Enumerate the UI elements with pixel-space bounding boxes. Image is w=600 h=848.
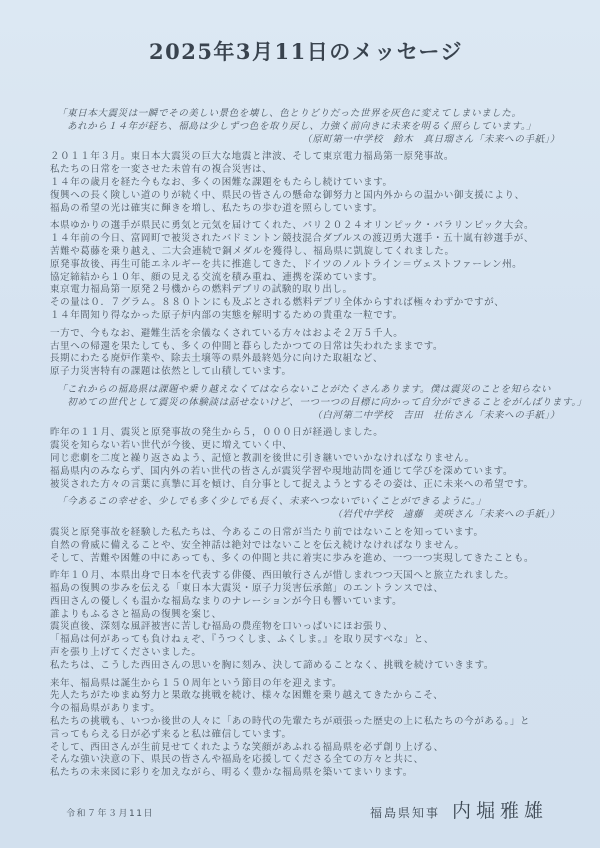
text-line: １４年間知り得なかった原子炉内部の実態を解明するための貴重な一粒です。 [50, 309, 403, 321]
text-line: 初めての世代として震災の体験談は話せないけど、一つ一つの目標に向かって自分ができることをがんばります。」 [57, 396, 587, 408]
quote-attribution: （白河第二中学校 吉田 壮佑さん「未来への手紙」） [312, 409, 560, 421]
text-line: 同じ悲劇を二度と繰り返さぬよう、記憶と教訓を後世に引き継いでいかなければなりません。 [50, 452, 475, 464]
text-line: 私たちの挑戦も、いつか後世の人々に「あの時代の先輩たちが頑張った歴史の上に私たちの今がある。」と [50, 716, 531, 728]
text-line: その量は０．７グラム。８８０トンにも及ぶとされる燃料デブリ全体からすれば極々わずかですが、 [50, 297, 505, 309]
paragraph [50, 328, 562, 379]
text-line: 西田さんの優しくも温かな福島なまりのナレーションが今日も響いています。 [50, 595, 403, 607]
text-line: 私たちの日常を一変させた未曽有の複合災害は、 [50, 164, 273, 176]
text-line: 原子力災害特有の課題は依然として山積しています。 [50, 366, 292, 378]
paragraph [50, 527, 562, 565]
text-line: 一方で、今もなお、避難生活を余儀なくされている方々はおよそ２万５千人。 [50, 327, 404, 339]
text-line: 声を張り上げてくださいました。 [50, 647, 202, 659]
paragraph [50, 151, 562, 215]
text-line: 誰よりもふるさと福島の復興を案じ、 [50, 608, 222, 620]
text-line: そして、西田さんが生前見せてくれたような笑顔があふれる福島県を必ず創り上げる、 [50, 741, 444, 753]
text-line: 古里への帰還を果たしても、多くの仲間と暮らしたかつての日常は失われたままです。 [50, 340, 444, 352]
quote-attribution: （原町第一中学校 鈴木 真日瑠さん「未来への手紙」） [302, 133, 560, 145]
text-line: そんな強い決意の下、県民の皆さんや福島を応援してくださる全ての方々と共に、 [50, 754, 424, 766]
text-line: １４年前の今日、富岡町で被災されたバドミントン競技混合ダブルスの渡辺勇大選手・五十嵐有紗選手が、 [50, 233, 534, 245]
signature [370, 796, 548, 823]
text-line: そして、苦難や困難の中にあっても、多くの仲間と共に着実に歩みを進め、一つ一つ実現してきたことも。 [50, 552, 535, 564]
text-line: 長期にわたる廃炉作業や、除去土壌等の県外最終処分に向けた取組など、 [50, 353, 384, 365]
text-line: 先人たちがたゆまぬ努力と果敢な挑戦を続け、様々な困難を乗り越えてきたからこそ、 [50, 690, 444, 702]
quote-attribution: （岩代中学校 遠藤 美咲さん「未来への手紙」） [332, 509, 560, 521]
text-line: 福島の復興の歩みを伝える「東日本大震災・原子力災害伝承館」のエントランスでは、 [50, 583, 444, 595]
text-line: 福島の希望の光は確実に輝きを増し、私たちの歩む道を照らしています。 [50, 202, 383, 214]
page-title: 2025年3月11日のメッセージ [148, 39, 464, 64]
text-line: 震災と原発事故を経験した私たちは、今あるこの日常が当たり前ではないことを知っています。 [50, 526, 484, 538]
signer-name: 内堀雅雄 [451, 800, 548, 823]
text-line: １４年の歳月を経た今もなお、多くの困難な課題をもたらし続けています。 [50, 176, 393, 188]
text-line: 協定締結から１０年、顔の見える交流を積み重ね、連携を深めています。 [50, 271, 383, 283]
paragraph [50, 570, 562, 672]
text-line: 「これからの福島県は課題や乗り越えなくてはならないことがたくさんあります。僕は震災のことを知らない [57, 383, 552, 395]
paragraph [50, 678, 562, 780]
text-line: 「福島は何があっても負けねぇぞ、『うつくしま、ふくしま。』を取り戻すべな」と、 [50, 634, 434, 646]
text-line: あれから１４年が経ち、福島は少しずつ色を取り戻し、力強く前向きに未来を明るく照らしています。」 [57, 120, 537, 132]
text-line: 本県ゆかりの選手が県民に勇気と元気を届けてくれた、パリ２０２４オリンピック・パラリンピック大会。 [50, 220, 535, 232]
text-line: 「今あるこの幸せを、少しでも多く少しでも長く、未来へつないでいくことができるように。」 [57, 496, 487, 508]
text-line: 来年、福島県は誕生から１５０周年という節目の年を迎えます。 [50, 677, 343, 689]
document-date: 令和７年３月11日 [66, 809, 154, 820]
document-footer [50, 796, 562, 823]
text-line: 昨年１０月、本県出身で日本を代表する俳優、西田敏行さんが惜しまれつつ天国へと旅立たれました。 [50, 570, 515, 582]
text-line: 自然の脅威に備えることや、安全神話は絶対ではないことを伝え続けなければなりません。 [50, 539, 465, 551]
text-line: 私たちは、こうした西田さんの思いを胸に刻み、決して諦めることなく、挑戦を続けていきます。 [50, 659, 495, 671]
text-line: 今の福島県があります。 [50, 703, 161, 715]
text-line: 復興への長く険しい道のりが続く中、県民の皆さんの懸命な御努力と国内外からの温かい御支援により、 [50, 189, 525, 201]
quote-block [50, 108, 562, 146]
text-line: 被災された方々の言葉に真摯に耳を傾け、自分事として捉えようとするその姿は、正に未来への希望です。 [50, 478, 534, 490]
quote-block [50, 383, 587, 422]
text-line: 震災を知らない若い世代が今後、更に増えていく中、 [50, 440, 293, 452]
text-line: 昨年の１１月、震災と原発事故の発生から５，０００日が経過しました。 [50, 427, 384, 439]
text-line: 原発事故後、再生可能エネルギーを共に推進してきた、ドイツのノルトライン＝ヴェストファーレン州。 [50, 258, 523, 270]
text-line: ２０１１年３月。東日本大震災の巨大な地震と津波、そして東京電力福島第一原発事故。 [50, 151, 455, 163]
text-line: 福島県内のみならず、国内外の若い世代の皆さんが震災学習や現地訪問を通じて学びを深めています。 [50, 465, 514, 477]
text-line: 震災直後、深刻な風評被害に苦しむ福島の農産物を口いっぱいにほお張り、 [50, 621, 394, 633]
text-line: 私たちの未来図に彩りを加えながら、明るく豊かな福島県を築いてまいります。 [50, 767, 413, 779]
quote-block [50, 496, 562, 522]
text-line: 「東日本大震災は一瞬でその美しい景色を壊し、色とりどりだった世界を灰色に変えてしまいました。 [57, 108, 522, 119]
document-body [50, 108, 587, 780]
text-line: 苦難や葛藤を乗り越え、二大会連続で銅メダルを獲得し、福島県に凱旋してくれました。 [50, 245, 455, 257]
paragraph [50, 220, 562, 322]
signer-title: 福島県知事 [369, 806, 440, 821]
text-line: 東京電力福島第一原発２号機からの燃料デブリの試験的取り出し。 [50, 284, 353, 296]
text-line: 言ってもらえる日が必ず来ると私は確信しています。 [50, 728, 292, 740]
paragraph [50, 427, 562, 491]
